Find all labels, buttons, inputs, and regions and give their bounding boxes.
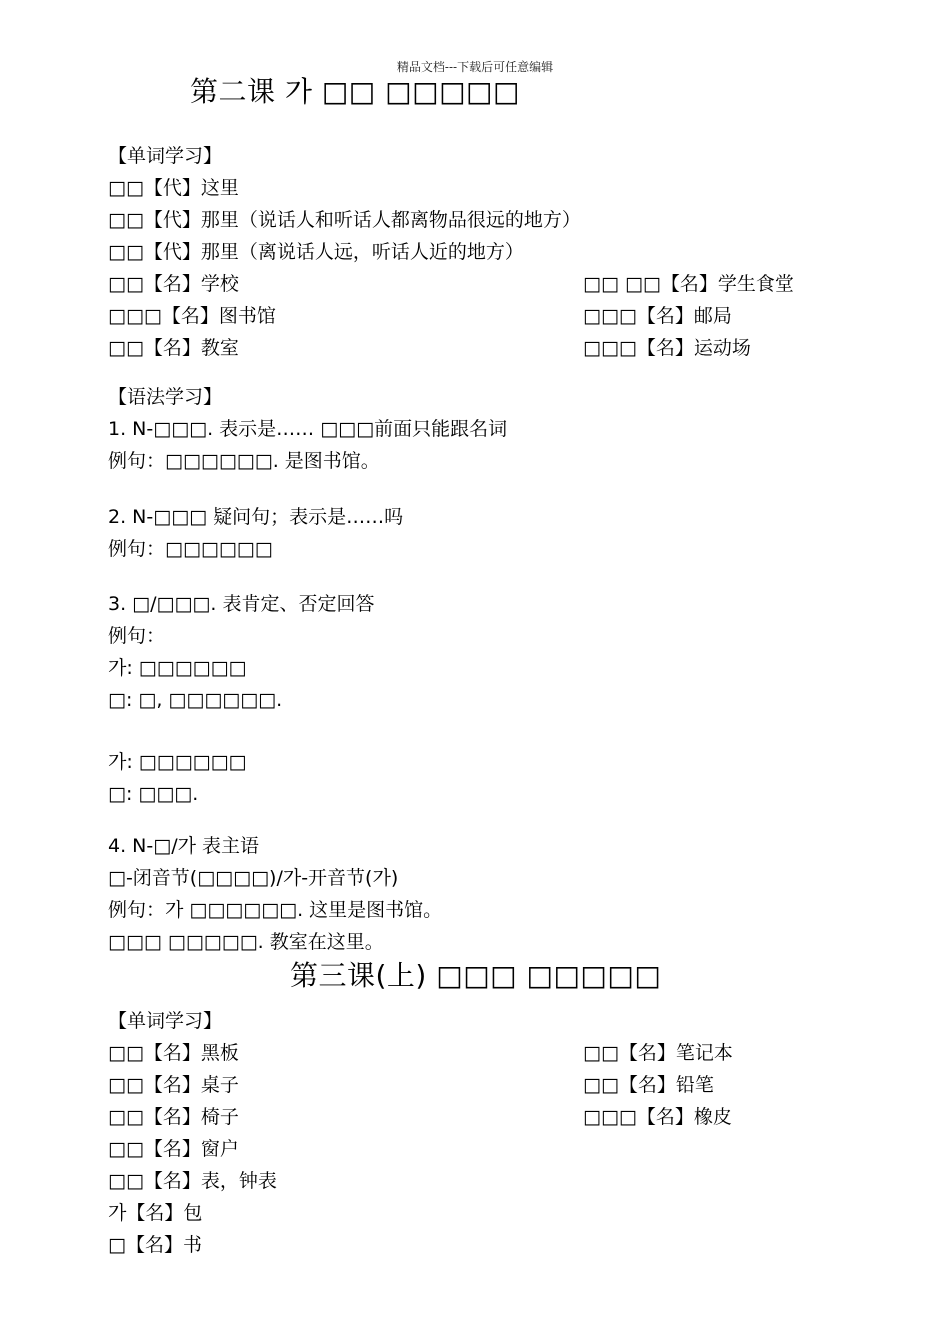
grammar-example-4: 例句：가 □□□□□□. 这里是图书馆。 bbox=[108, 899, 443, 921]
vocab-item: □□【名】椅子 bbox=[108, 1106, 239, 1128]
vocab-item: □□【名】铅笔 bbox=[583, 1074, 714, 1096]
vocab-item: □□【名】教室 bbox=[108, 337, 239, 359]
dialogue-line: 가: □□□□□□ bbox=[108, 751, 247, 773]
grammar-rule-4: 4. N-□/가 表主语 bbox=[108, 835, 259, 857]
vocab-item: □□【名】笔记本 bbox=[583, 1042, 733, 1064]
grammar-example-4: □□□ □□□□□. 教室在这里。 bbox=[108, 931, 384, 953]
grammar-rule-2: 2. N-□□□ 疑问句；表示是……吗 bbox=[108, 506, 404, 528]
vocab-item: □□【代】那里（说话人和听话人都离物品很远的地方） bbox=[108, 209, 581, 231]
lesson2-title: 第二课 가 □□ □□□□□ bbox=[190, 75, 520, 108]
lesson2-grammar-heading: 【语法学习】 bbox=[108, 386, 223, 408]
lesson2-vocab-heading: 【单词学习】 bbox=[108, 145, 223, 167]
vocab-item: □□【代】这里 bbox=[108, 177, 239, 199]
grammar-rule-1: 1. N-□□□. 表示是…… □□□前面只能跟名词 bbox=[108, 418, 508, 440]
header-note: 精品文档---下载后可任意编辑 bbox=[396, 60, 554, 74]
vocab-item: □□【代】那里（离说话人远，听话人近的地方） bbox=[108, 241, 524, 263]
lesson3-title: 第三课(上) □□□ □□□□□ bbox=[290, 959, 662, 992]
grammar-note-4: □-闭音节(□□□□)/가-开音节(가) bbox=[108, 867, 399, 889]
grammar-rule-3: 3. □/□□□. 表肯定、否定回答 bbox=[108, 593, 375, 615]
vocab-item: □□【名】学校 bbox=[108, 273, 239, 295]
grammar-example-2: 例句：□□□□□□ bbox=[108, 538, 273, 560]
vocab-item: □□□【名】图书馆 bbox=[108, 305, 276, 327]
vocab-item: 가【名】包 bbox=[108, 1202, 203, 1224]
vocab-item: □□【名】表，钟表 bbox=[108, 1170, 277, 1192]
vocab-item: □□【名】黑板 bbox=[108, 1042, 239, 1064]
vocab-item: □□□【名】邮局 bbox=[583, 305, 732, 327]
lesson3-vocab-heading: 【单词学习】 bbox=[108, 1010, 223, 1032]
dialogue-line: 가: □□□□□□ bbox=[108, 657, 247, 679]
vocab-item: □【名】书 bbox=[108, 1234, 202, 1256]
dialogue-line: □: □, □□□□□□. bbox=[108, 689, 283, 711]
vocab-item: □□□【名】橡皮 bbox=[583, 1106, 732, 1128]
vocab-item: □□□【名】运动场 bbox=[583, 337, 751, 359]
vocab-item: □□【名】窗户 bbox=[108, 1138, 239, 1160]
grammar-example-1: 例句：□□□□□□. 是图书馆。 bbox=[108, 450, 380, 472]
grammar-example-3-label: 例句： bbox=[108, 625, 166, 647]
vocab-item: □□【名】桌子 bbox=[108, 1074, 239, 1096]
dialogue-line: □: □□□. bbox=[108, 783, 199, 805]
vocab-item: □□ □□【名】学生食堂 bbox=[583, 273, 794, 295]
